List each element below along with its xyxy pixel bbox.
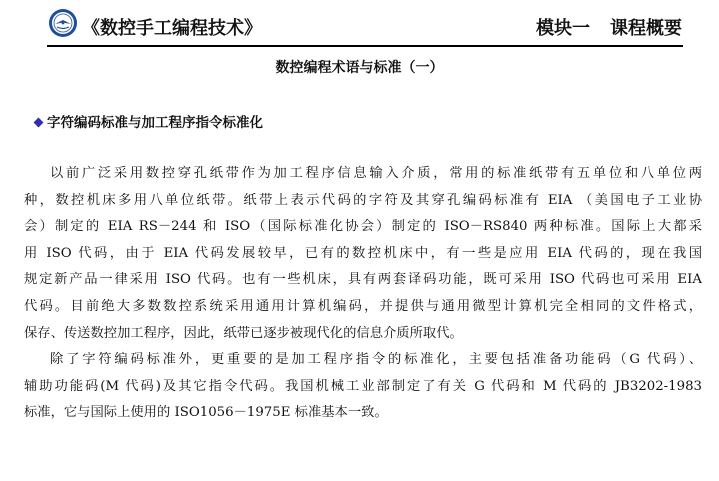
paragraph-line: 用 ISO 代码，由于 EIA 代码发展较早，已有的数控机床中，有一些是应用 EIA 代码的，现在我国: [24, 245, 702, 261]
course-title: 《数控手工编程技术》: [82, 18, 262, 39]
paragraph-line: 保存、传送数控加工程序，因此，纸带已逐步被现代化的信息介质所取代。: [24, 325, 463, 341]
paragraph-line: 会）制定的 EIA RS－244 和 ISO（国际标准化协会）制定的 ISO－RS840 两种标准。国际上大都采: [24, 219, 702, 235]
paragraph-line: 种，数控机床多用八单位纸带。纸带上表示代码的字符及其穿孔编码标准有 EIA （美国电子工业协: [24, 192, 702, 208]
subheading-text: 字符编码标准与加工程序指令标准化: [47, 115, 263, 131]
module-label: 模块一: [536, 18, 590, 39]
paragraph-2: [24, 347, 702, 427]
paragraph-line: 代码。目前绝大多数数控系统采用通用计算机编码，并提供与通用微型计算机完全相同的文件格式，: [24, 298, 702, 314]
paragraph-line: 除了字符编码标准外，更重要的是加工程序指令的标准化，主要包括准备功能码（G 代码）、: [50, 352, 702, 368]
paragraph-line: 以前广泛采用数控穿孔纸带作为加工程序信息输入介质，常用的标准纸带有五单位和八单位两: [50, 166, 702, 181]
section-title: 数控编程术语与标准（一）: [275, 60, 444, 76]
paragraph-line: 标准，它与国际上使用的 ISO1056－1975E 标准基本一致。: [24, 405, 388, 421]
page-header: [0, 0, 719, 50]
paragraph-line: 辅助功能码(M 代码)及其它指令代码。我国机械工业部制定了有关 G 代码和 M 代码的 JB3202-1983: [24, 378, 702, 394]
university-emblem-icon: [48, 8, 78, 38]
diamond-bullet-icon: [34, 118, 44, 128]
module-title: 课程概要: [610, 18, 682, 39]
header-rule: [47, 45, 683, 47]
body-text: [24, 161, 702, 427]
paragraph-1: [24, 161, 702, 347]
subheading: [33, 113, 263, 133]
module-heading: [536, 18, 682, 40]
paragraph-line: 规定新产品一律采用 ISO 代码。也有一些机床，具有两套译码功能，既可采用 ISO 代码也可采用 EIA: [24, 272, 702, 288]
